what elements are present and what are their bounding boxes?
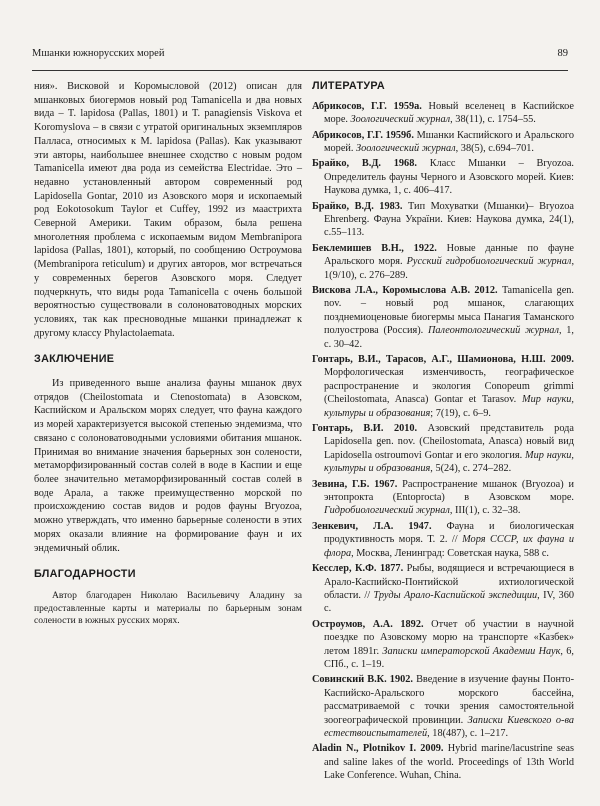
reference-entry — [312, 422, 574, 476]
right-column — [312, 80, 574, 785]
reference-authors: Aladin N., Plotnikov I. 2009. — [312, 743, 444, 755]
reference-source: Записки императорской Академии Наук — [382, 645, 561, 657]
reference-source: Труды Арало-Каспийской экспедиции — [373, 589, 538, 601]
reference-entry — [312, 520, 574, 560]
reference-entry — [312, 618, 574, 672]
reference-source: Мир науки, культуры и образования — [324, 449, 574, 475]
reference-text: Новый вселенец в Каспийское море. — [324, 100, 575, 126]
reference-entry — [312, 353, 574, 420]
reference-authors: Абрикосов, Г.Г. 1959б. — [312, 129, 414, 141]
reference-tail: , 1, с. 30–42. — [324, 325, 575, 350]
reference-text: Новые данные по фауне Аральского моря. — [324, 242, 574, 268]
reference-entry — [312, 562, 574, 616]
running-title: Мшанки южнорусских морей — [32, 48, 165, 59]
conclusion-heading: ЗАКЛЮЧЕНИЕ — [34, 353, 115, 366]
intro-paragraph: ния». Висковой и Коромысловой (2012) описан для мшанковых биогермов новый род Tamanicella и два новых вида – T. lapidosa (Pallas, 1801) и T. panagiensis Viskova et Koromyslova – в связи с утратой оригинальных экземпляров Палласа, относимых к M. lapidosa (Pallas). Как указывают эти авторы, наибольшее внешнее сходство с новым родом Tamanicella имеют два рода из семейства Electridae. Это – недавно установленный автором современный род Lapidosella Gontar, 2010 из Азовского моря и ископаемый род Eokotosokum Taylor et Cuffey, 1992 из маастрихта Северной Америки. Таким образом, была решена многолетняя проблема с ископаемым видом Membranipora lapidosa (Pallas, 1801), который, по сообщению Остроумова (Membranipora reticulum) и других авторов, мог встречаться у современных берегов Азовского моря. Следует подчеркнуть, что виды рода Tamanicella с очень большой вероятностью существовали в солоноватоводных морских условиях, так как пресноводные мшанки принадлежат к другому классу Phylactolaemata. — [34, 81, 302, 339]
header-rule — [32, 70, 568, 71]
reference-text: Класс Мшанки – Bryozoa. Определитель фауны Черного и Азовского морей. Киев: Наукова думка, 1, с. 406–417. — [324, 158, 574, 197]
reference-tail: , Москва, Ленинград: Советская наука, 588 с. — [351, 547, 549, 559]
reference-tail: , 6, СПб., с. 1–19. — [324, 645, 575, 670]
reference-entry — [312, 157, 574, 197]
reference-source: Записки Киевского о-ва естествоиспытателей — [324, 714, 574, 739]
reference-authors: Гонтарь, В.И. 2010. — [312, 423, 418, 435]
reference-entry — [312, 100, 574, 127]
reference-authors: Беклемишев В.Н., 1922. — [312, 242, 437, 254]
reference-text: Тип Мохуватки (Мшанки)– Bryozoa Ehrenberg. Фауна України. Киев: Наукова думка, 24(1), с.55–113. — [324, 200, 574, 239]
reference-text: Tamanicella gen. nov. – новый род мшанок, слагающих позднемиоценовые биогермы мыса Панагия Таманского полуострова (Россия). — [324, 284, 574, 337]
reference-text: Введение в изучение фауны Понто-Каспийско-Аральского морского бассейна, рассматриваемой с точки зрения самостоятельной зоогеографической провинции. — [324, 674, 575, 726]
reference-tail: , 38(11), с. 1754–55. — [450, 114, 536, 126]
reference-text: Отчет об участии в научной поездке по Азовскому морю на транспорте «Казбек» летом 1891г. — [324, 618, 574, 657]
reference-authors: Кесслер, К.Ф. 1877. — [312, 563, 404, 575]
reference-tail: , 38(5), с.694–701. — [455, 142, 534, 154]
reference-text: Морфологическая изменчивость, географическое распространение и экология Conopeum grimmi (Cheilostomata, Anasca) Gontar et Tarasov. — [324, 367, 574, 406]
reference-text: Распространение мшанок (Bryozoa) и энтопрокта (Entoprocta) в Азовском море. — [324, 478, 574, 504]
reference-authors: Вискова Л.А., Коромыслова А.В. 2012. — [312, 284, 498, 296]
reference-authors: Абрикосов, Г.Г. 1959а. — [312, 100, 422, 112]
reference-text: Мшанки Каспийского и Аральского морей. — [324, 129, 574, 154]
reference-authors: Гонтарь, В.И., Тарасов, А.Г., Шамионова, Н.Ш. 2009. — [312, 354, 574, 366]
reference-source: Зоологический журнал — [350, 114, 451, 126]
reference-text: Азовский представитель рода Lapidosella gen. nov. (Cheilostomata, Anasca) новый вид Lapidosella ostroumovi Gontar и его экология. — [324, 423, 574, 461]
reference-entry — [312, 129, 574, 156]
references-heading: ЛИТЕРАТУРА — [312, 80, 386, 92]
reference-authors: Совинский В.К. 1902. — [312, 674, 413, 686]
page-number: 89 — [557, 48, 568, 59]
reference-authors: Брайко, В.Д. 1968. — [312, 158, 417, 170]
reference-authors: Брайко, В.Д. 1983. — [312, 200, 403, 212]
reference-text: Рыбы, водящиеся и встречающиеся в Арало-Каспийско-Понтийской ихтиологической области. // — [324, 563, 574, 601]
reference-entry — [312, 284, 574, 351]
reference-tail: , 1(9/10), с. 276–289. — [324, 256, 575, 281]
reference-tail: , 18(487), с. 1–217. — [427, 727, 509, 739]
acknowledgements-heading: БЛАГОДАРНОСТИ — [34, 568, 136, 581]
reference-entry — [312, 742, 574, 782]
reference-tail: , III(1), с. 32–38. — [449, 505, 521, 517]
reference-text: Hybrid marine/lacustrine seas and saline lakes of the world. Proceedings of 13th World Lake Conference. Wuhan, China. — [324, 743, 574, 782]
reference-tail: ; 7(19), с. 6–9. — [430, 407, 491, 419]
reference-source: Моря СССР, их фауна и флора — [324, 534, 574, 559]
reference-source: Зоологический журнал — [356, 142, 456, 154]
reference-list — [312, 100, 574, 783]
reference-source: Мир науки, культуры и образования — [324, 394, 574, 419]
reference-entry — [312, 673, 574, 740]
reference-entry — [312, 478, 574, 518]
conclusion-paragraph: Из приведенного выше анализа фауны мшанок двух отрядов (Cheilostomata и Ctenostomata) в Азовском, Каспийском и Аральском морях следует, что фауна каждого из морей характеризуется высокой степенью эндемизма, что связано с солоноватоводными условиями обитания мшанок. Принимая во внимание значения барьерных зон солености, метаморфизированный состав солей в воде в Каспии и еще более значительно метаморфизированный состав солей в воде Арала, а также преимущественно морской по происхождению состав видов и родов фауны Bryozoa, можно утверждать, что именно барьерные солености в этих морях оказали влияние на формирование фаун и их эндемичный облик. — [34, 378, 302, 554]
reference-tail: , 5(24), с. 274–282. — [430, 463, 512, 475]
reference-authors: Зевина, Г.Б. 1967. — [312, 478, 398, 490]
reference-entry — [312, 200, 574, 240]
reference-entry — [312, 242, 574, 282]
reference-source: Русский гидробиологический журнал — [406, 256, 572, 268]
reference-text: Фауна и биологическая продуктивность моря. Т. 2. // — [324, 520, 574, 546]
reference-tail: , IV, 360 с. — [324, 589, 574, 615]
left-column — [34, 80, 302, 628]
reference-authors: Зенкевич, Л.А. 1947. — [312, 520, 432, 532]
running-header — [32, 40, 568, 60]
reference-source: Гидробиологический журнал — [324, 505, 450, 517]
reference-authors: Остроумов, А.А. 1892. — [312, 618, 424, 630]
acknowledgements-paragraph: Автор благодарен Николаю Васильевичу Аладину за предоставленные карты и материалы по барьерным зонам солености в южных русских морях. — [34, 589, 302, 627]
reference-source: Палеонтологический журнал — [427, 325, 559, 337]
